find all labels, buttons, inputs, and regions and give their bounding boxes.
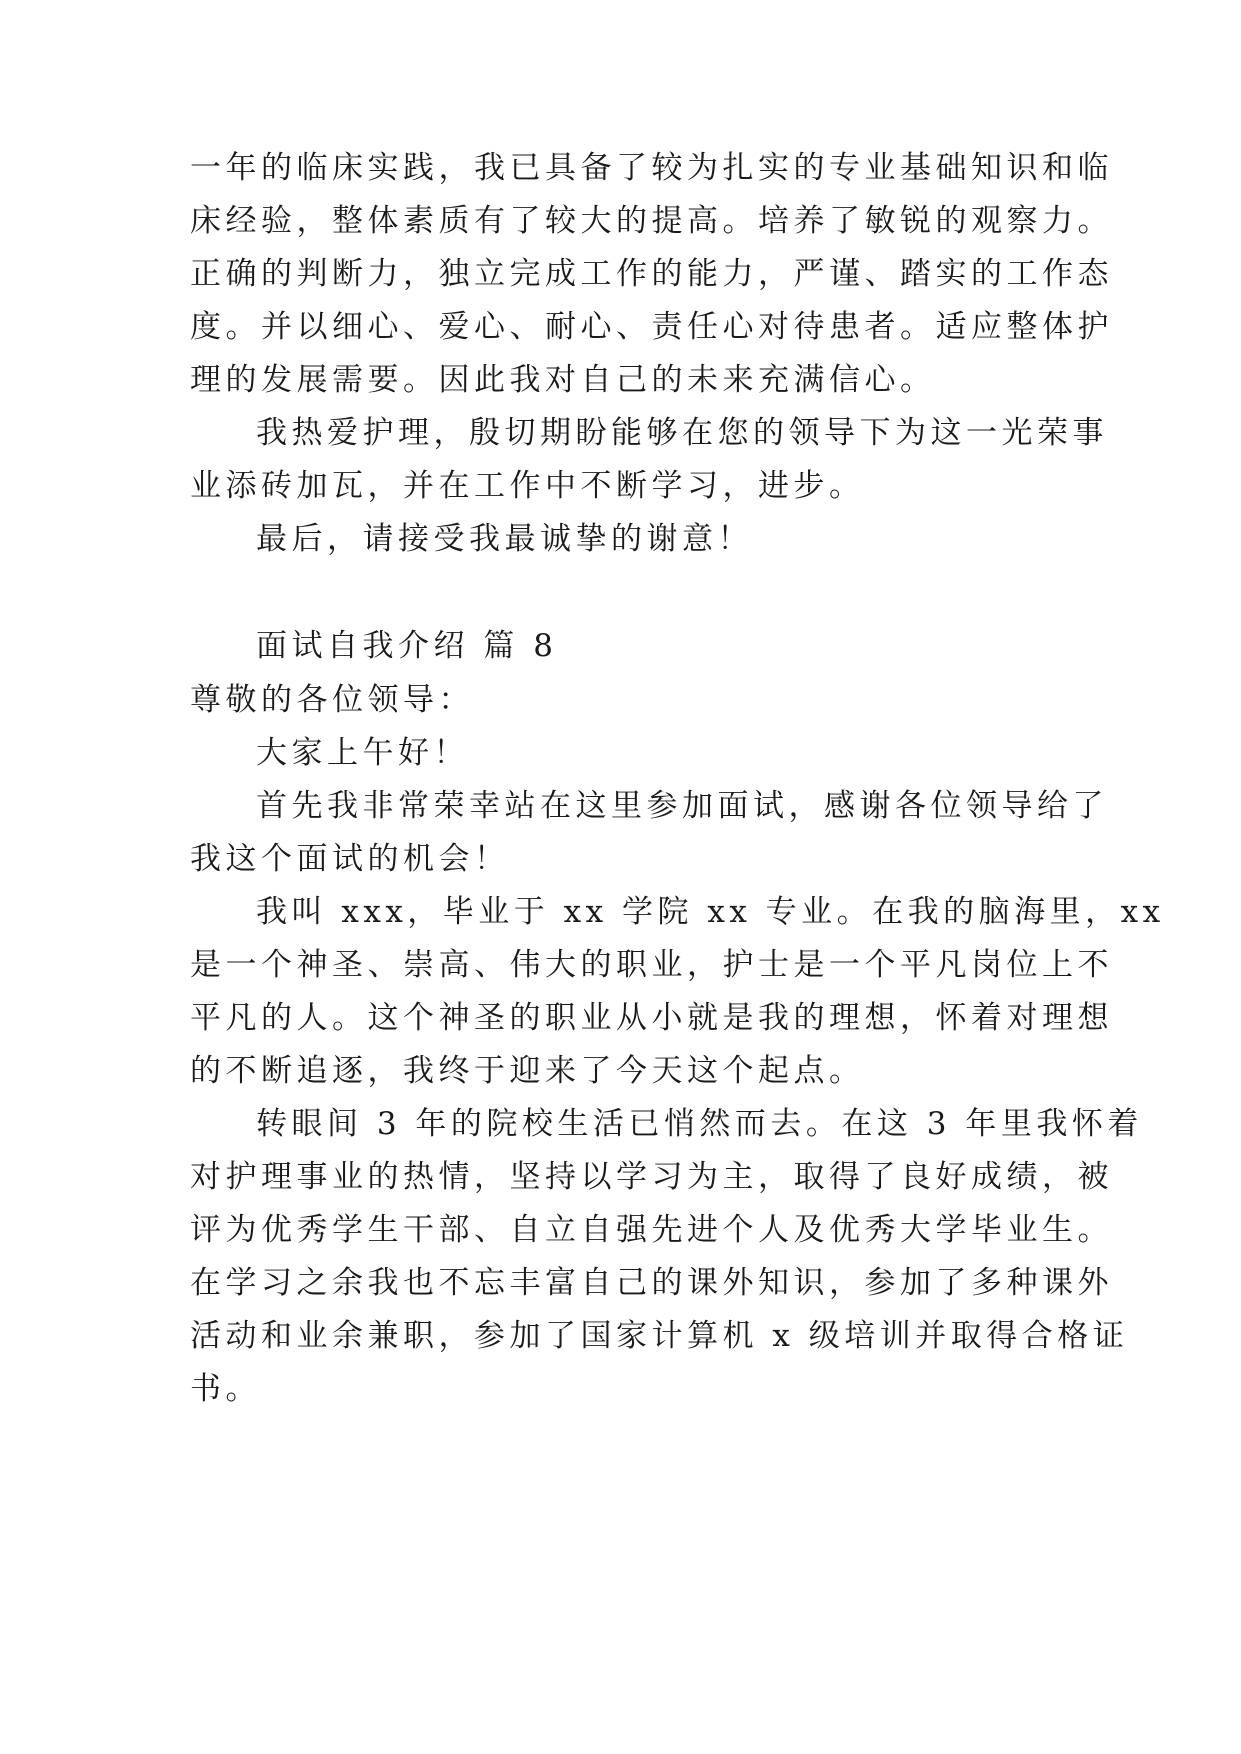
- section-heading: 面试自我介绍 篇 8: [256, 628, 558, 664]
- salutation: 尊敬的各位领导：: [190, 682, 474, 718]
- paragraph-line: 书。: [190, 1371, 261, 1407]
- paragraph-line: 业添砖加瓦，并在工作中不断学习，进步。: [190, 468, 865, 504]
- paragraph-line: 我叫 xxx，毕业于 xx 学院 xx 专业。在我的脑海里，xx: [256, 894, 1165, 930]
- paragraph-line: 首先我非常荣幸站在这里参加面试，感谢各位领导给了: [256, 788, 1108, 824]
- paragraph-line: 一年的临床实践，我已具备了较为扎实的专业基础知识和临: [190, 150, 1113, 186]
- paragraph-line: 我热爱护理，殷切期盼能够在您的领导下为这一光荣事: [256, 415, 1108, 451]
- paragraph-line: 正确的判断力，独立完成工作的能力，严谨、踏实的工作态: [190, 256, 1113, 292]
- greeting: 大家上午好！: [256, 735, 469, 771]
- paragraph-line: 理的发展需要。因此我对自己的未来充满信心。: [190, 362, 936, 398]
- paragraph-line: 的不断追逐，我终于迎来了今天这个起点。: [190, 1053, 865, 1089]
- paragraph-line: 度。并以细心、爱心、耐心、责任心对待患者。适应整体护: [190, 309, 1113, 345]
- paragraph-line: 是一个神圣、崇高、伟大的职业，护士是一个平凡岗位上不: [190, 947, 1113, 983]
- paragraph-line: 活动和业余兼职，参加了国家计算机 x 级培训并取得合格证: [190, 1318, 1129, 1354]
- paragraph-line: 平凡的人。这个神圣的职业从小就是我的理想，怀着对理想: [190, 1000, 1113, 1036]
- paragraph-line: 转眼间 3 年的院校生活已悄然而去。在这 3 年里我怀着: [256, 1106, 1143, 1142]
- paragraph-line: 在学习之余我也不忘丰富自己的课外知识，参加了多种课外: [190, 1265, 1113, 1301]
- paragraph-line: 对护理事业的热情，坚持以学习为主，取得了良好成绩，被: [190, 1159, 1113, 1195]
- paragraph-line: 床经验，整体素质有了较大的提高。培养了敏锐的观察力。: [190, 203, 1113, 239]
- paragraph-line: 最后，请接受我最诚挚的谢意！: [256, 521, 753, 557]
- paragraph-line: 评为优秀学生干部、自立自强先进个人及优秀大学毕业生。: [190, 1212, 1113, 1248]
- paragraph-line: 我这个面试的机会！: [190, 841, 510, 877]
